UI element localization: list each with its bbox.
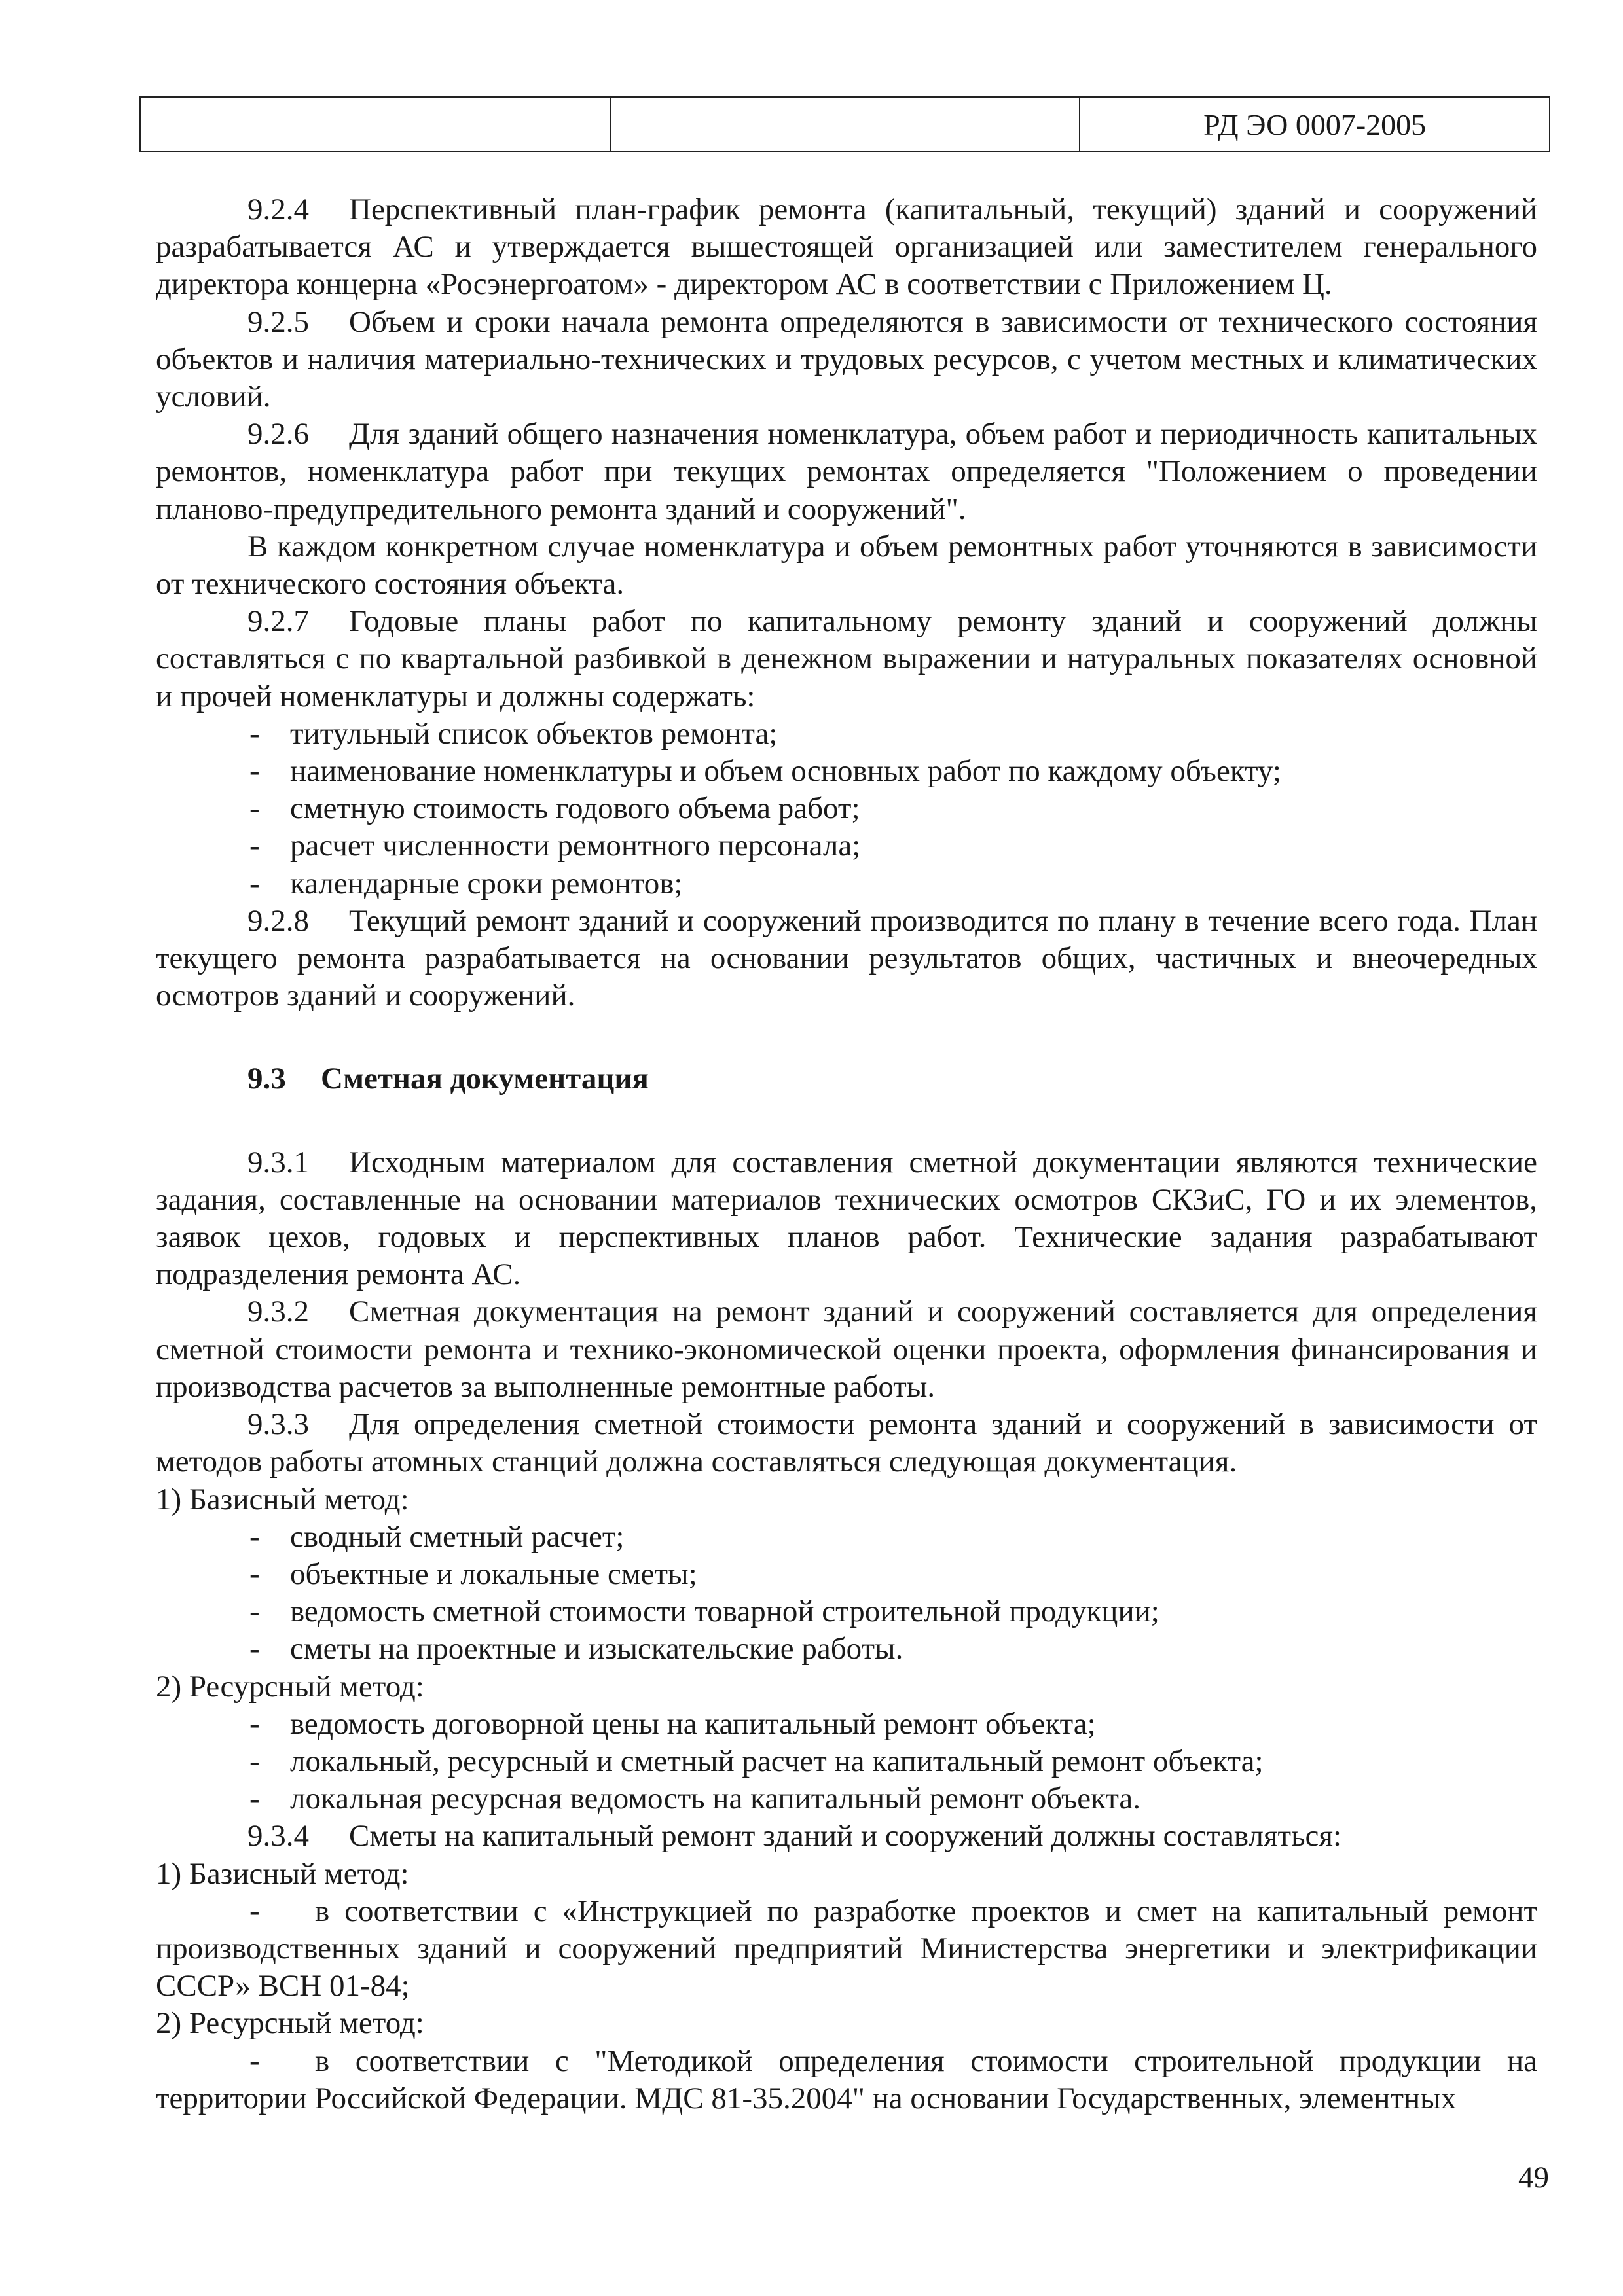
section-heading-9-3 [156,1060,1537,1098]
list-dash: - [249,1706,260,1741]
clause-text: Годовые планы работ по капитальному ремонту зданий и сооружений должны составляться с по квартальной разбивкой в денежном выражении и натуральных показателях основной и прочей номенклатуры и должны содержать: [156,604,1537,713]
header-doc-code: РД ЭО 0007-2005 [1080,97,1550,152]
list-item [156,827,1537,865]
clause-text: Сметная документация на ремонт зданий и сооружений составляется для определения сметной стоимости ремонта и технико-экономической оценки проекта, оформления финансирования и производства расчетов за выполненные ремонтные работы. [156,1295,1537,1404]
paragraph-9-2-8 [156,903,1537,1015]
list-item-text: локальная ресурсная ведомость на капитальный ремонт объекта. [290,1782,1141,1816]
list-dash: - [249,1594,260,1629]
list-item [156,865,1537,903]
list-item-text: в соответствии с «Инструкцией по разработке проектов и смет на капитальный ремонт производственных зданий и сооружений предприятий Министерства энергетики и электрификации СССР» ВСН 01-84; [156,1893,1537,2003]
clause-text: Текущий ремонт зданий и сооружений производится по плану в течение всего года. План текущего ремонта разрабатывается на основании результатов общих, частичных и внеочередных осмотров зданий и сооружений. [156,903,1537,1013]
paragraph-9-2-4 [156,191,1537,304]
header-cell-1 [140,97,610,152]
method-3-title: 1) Базисный метод: [156,1856,409,1891]
list-item-text: локальный, ресурсный и сметный расчет на капитальный ремонт объекта; [290,1744,1264,1778]
header-table [139,96,1550,152]
paragraph-9-3-3 [156,1406,1537,1480]
list-item [156,1780,1537,1818]
clause-text: Сметы на капитальный ремонт зданий и сооружений должны составляться: [349,1819,1342,1854]
list-dash: - [249,754,260,789]
clause-number: 9.3.4 [247,1819,309,1854]
clause-text: Для определения сметной стоимости ремонта зданий и сооружений в зависимости от методов работы атомных станций должна составляться следующая документация. [156,1407,1537,1479]
list-item [156,715,1537,753]
paragraph-9-2-7 [156,603,1537,715]
paragraph-9-2-6 [156,416,1537,528]
list-item [156,753,1537,790]
clause-number: 9.3.3 [247,1407,309,1442]
paragraph-9-3-4 [156,1818,1537,1855]
paragraph-9-2-5 [156,304,1537,416]
list-item-text: в соответствии с "Методикой определения стоимости строительной продукции на территории Российской Федерации. МДС 81-35.2004" на основании Государственных, элементных [156,2043,1537,2115]
list-item [156,1630,1537,1668]
list-item-text: объектные и локальные сметы; [290,1556,697,1591]
clause-number: 9.3.1 [247,1145,309,1179]
list-dash: - [249,866,260,901]
list-item-text: сметную стоимость годового объема работ; [290,791,860,826]
clause-text: Объем и сроки начала ремонта определяются в зависимости от технического состояния объектов и наличия материально-технических и трудовых ресурсов, с учетом местных и климатических условий. [156,304,1537,414]
method-4-item [156,2043,1537,2117]
list-item-text: наименование номенклатуры и объем основных работ по каждому объекту; [290,754,1281,789]
list-item-text: титульный список объектов ремонта; [290,716,778,751]
clause-number: 9.2.6 [247,417,309,452]
list-dash: - [249,829,260,863]
list-item [156,1593,1537,1630]
list-item [156,1556,1537,1593]
method-1-title: 1) Базисный метод: [156,1482,409,1516]
page-number: 49 [1518,2161,1549,2195]
list-item [156,1706,1537,1743]
clause-number: 9.3.2 [247,1295,309,1329]
list-dash: - [249,1744,260,1778]
list-item-text: сводный сметный расчет; [290,1519,625,1554]
list-dash: - [249,716,260,751]
list-dash: - [249,1519,260,1554]
list-item-text: ведомость сметной стоимости товарной строительной продукции; [290,1594,1159,1629]
method-3-item [156,1893,1537,2005]
paragraph-9-3-2 [156,1293,1537,1406]
list-item-text: сметы на проектные и изыскательские работы. [290,1632,903,1666]
section-title: Сметная документация [321,1062,649,1096]
clause-number: 9.2.4 [247,192,309,226]
list-item [156,1743,1537,1780]
clause-number: 9.2.5 [247,304,309,339]
paragraph-9-3-1 [156,1144,1537,1294]
list-dash: - [249,2043,260,2078]
list-item [156,790,1537,827]
list-dash: - [249,1782,260,1816]
list-item-text: ведомость договорной цены на капитальный ремонт объекта; [290,1706,1096,1741]
section-number: 9.3 [247,1062,286,1096]
list-dash: - [249,1632,260,1666]
clause-number: 9.2.8 [247,903,309,938]
list-dash: - [249,791,260,826]
list-dash: - [249,1556,260,1591]
list-item [156,1518,1537,1556]
document-body [156,191,1537,2117]
clause-number: 9.2.7 [247,604,309,639]
header-cell-2 [610,97,1080,152]
list-item-text: календарные сроки ремонтов; [290,866,683,901]
list-item-text: расчет численности ремонтного персонала; [290,829,861,863]
list-dash: - [249,1893,260,1928]
clause-text: Перспективный план-график ремонта (капитальный, текущий) зданий и сооружений разрабатывается АС и утверждается вышестоящей организацией или заместителем генерального директора концерна «Росэнергоатом» - директором АС в соответствии с Приложением Ц. [156,192,1537,302]
clause-text: Исходным материалом для составления сметной документации являются технические задания, составленные на основании материалов технических осмотров СКЗиС, ГО и их элементов, заявок цехов, годовых и перспективных планов работ. Технические задания разрабатывают подразделения ремонта АС. [156,1145,1537,1292]
paragraph-9-2-6-note: В каждом конкретном случае номенклатура и объем ремонтных работ уточняются в зависимости от технического состояния объекта. [156,529,1537,601]
method-4-title: 2) Ресурсный метод: [156,2006,424,2041]
clause-text: Для зданий общего назначения номенклатура, объем работ и периодичность капитальных ремонтов, номенклатура работ при текущих ремонтах определяется "Положением о проведении планово-предупредительного ремонта зданий и сооружений". [156,417,1537,526]
method-2-title: 2) Ресурсный метод: [156,1669,424,1704]
